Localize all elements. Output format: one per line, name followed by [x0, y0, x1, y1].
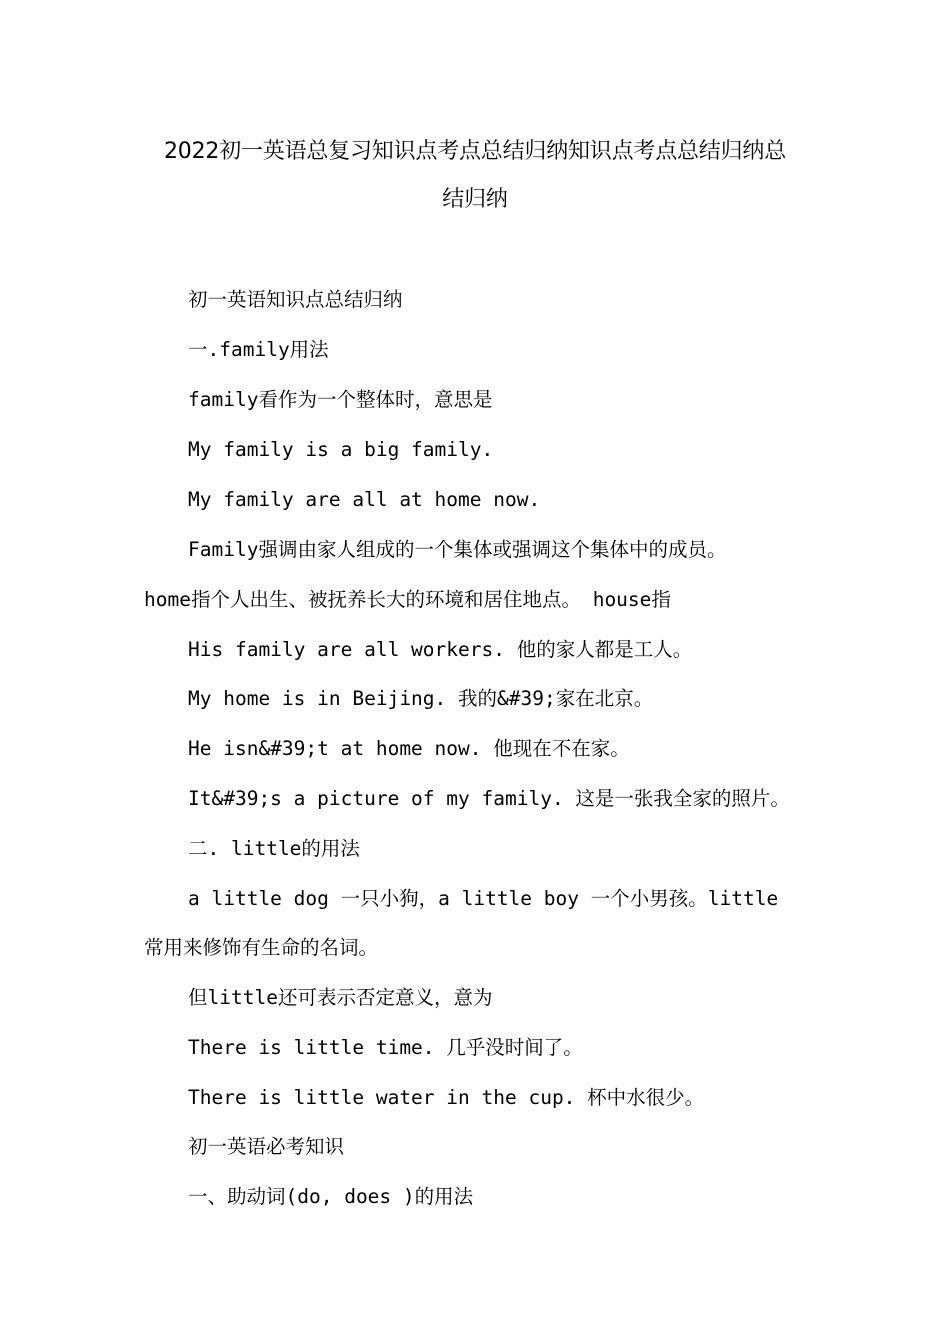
subsection-heading: 一.family用法	[188, 338, 329, 361]
subsection-heading: 二. little的用法	[188, 837, 360, 860]
paragraph-line: 但little还可表示否定意义，意为	[188, 986, 493, 1009]
document-title-line-2: 结归纳	[442, 187, 508, 212]
example-sentence: There is little water in the cup. 杯中水很少。	[188, 1086, 705, 1109]
example-sentence: My family are all at home now.	[188, 488, 541, 511]
paragraph-line: home指个人出生、被抚养长大的环境和居住地点。 house指	[144, 588, 671, 611]
subsection-heading: 一、助动词(do, does )的用法	[188, 1185, 474, 1208]
paragraph-line: 常用来修饰有生命的名词。	[144, 936, 379, 959]
example-sentence: He isn&#39;t at home now. 他现在不在家。	[188, 737, 630, 760]
paragraph-line: Family强调由家人组成的一个集体或强调这个集体中的成员。	[188, 538, 727, 561]
paragraph-line: a little dog 一只小狗，a little boy 一个小男孩。little	[188, 887, 779, 910]
example-sentence: There is little time. 几乎没时间了。	[188, 1036, 583, 1059]
paragraph-line: family看作为一个整体时，意思是	[188, 388, 493, 411]
example-sentence: His family are all workers. 他的家人都是工人。	[188, 638, 693, 661]
example-sentence: My family is a big family.	[188, 438, 494, 461]
example-sentence: My home is in Beijing. 我的&#39;家在北京。	[188, 687, 654, 710]
section-heading: 初一英语知识点总结归纳	[188, 288, 403, 311]
example-sentence: It&#39;s a picture of my family. 这是一张我全家的照片。	[188, 787, 790, 810]
section-heading: 初一英语必考知识	[188, 1135, 345, 1158]
document-title-line-1: 2022初一英语总复习知识点考点总结归纳知识点考点总结归纳总	[164, 139, 786, 164]
